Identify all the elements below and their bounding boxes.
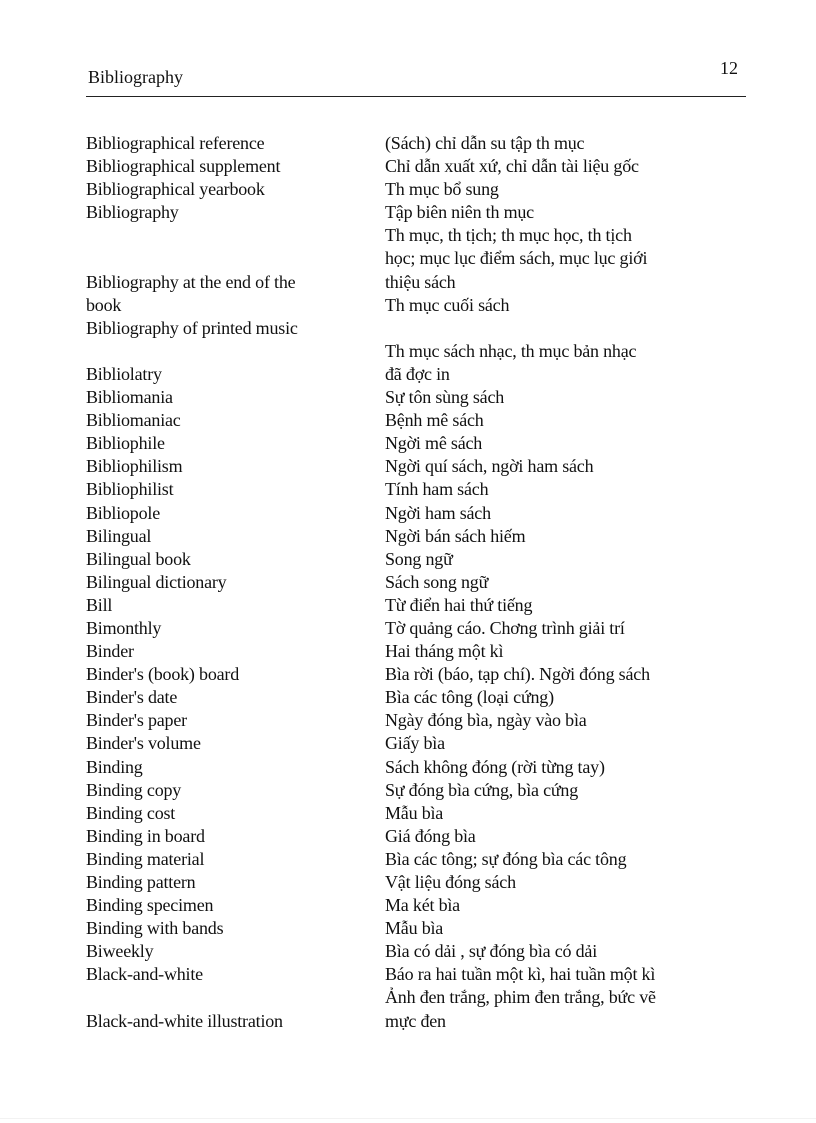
definition-text: Tờ quảng cáo. Chơng trình giải trí xyxy=(385,617,625,638)
definition-text: Tập biên niên th mục xyxy=(385,202,534,223)
definition-text: Giá đóng bìa xyxy=(385,825,476,846)
definition-text: Vật liệu đóng sách xyxy=(385,872,516,892)
glossary-row xyxy=(86,917,756,940)
page-bottom-edge xyxy=(0,1118,816,1119)
glossary-row xyxy=(86,224,756,247)
term-text: Bibliographical reference xyxy=(86,133,265,153)
term-text: Bibliophile xyxy=(86,433,165,454)
glossary-row xyxy=(86,640,756,663)
term-text: Bibliographical supplement xyxy=(86,156,281,177)
term-text: Black-and-white illustration xyxy=(86,1010,283,1031)
definition-text: Ngời bán sách hiếm xyxy=(385,525,526,546)
definition-text: Sách song ngữ xyxy=(385,571,489,592)
term-text: Bibliographical yearbook xyxy=(86,179,265,200)
term-text: Bibliography xyxy=(86,202,179,223)
definition-text: Bệnh mê sách xyxy=(385,410,484,431)
definition-text: Bìa có dải , sự đóng bìa có dải xyxy=(385,941,598,962)
running-title: Bibliography xyxy=(88,67,183,87)
definition-text: Sự tôn sùng sách xyxy=(385,387,505,408)
definition-text: Tính ham sách xyxy=(385,479,489,500)
term-text xyxy=(86,247,385,270)
definition-text: Ngời quí sách, ngời ham sách xyxy=(385,456,594,477)
glossary-row xyxy=(86,848,756,871)
glossary-row xyxy=(86,571,756,594)
definition-text: Th mục bổ sung xyxy=(385,179,499,200)
term-text: Binder xyxy=(86,641,134,662)
term-text: Biweekly xyxy=(86,941,154,962)
definition-text: Mẫu bìa xyxy=(385,802,444,823)
definition-text: đã đợc in xyxy=(385,363,450,384)
glossary-row xyxy=(86,1010,756,1033)
glossary-row xyxy=(86,709,756,732)
definition-text: (Sách) chỉ dẫn su tập th mục xyxy=(385,133,585,153)
glossary-row xyxy=(86,247,756,270)
term-text: Binding material xyxy=(86,848,205,869)
term-text: Bibliography at the end of the xyxy=(86,271,296,292)
term-text: Binding copy xyxy=(86,779,182,800)
term-text: Bibliomania xyxy=(86,387,173,408)
glossary-row xyxy=(86,340,756,363)
definition-text: Th mục cuối sách xyxy=(385,294,510,315)
term-text: Bibliomaniac xyxy=(86,410,181,431)
term-text: Binding specimen xyxy=(86,895,214,916)
glossary-row xyxy=(86,548,756,571)
glossary-row xyxy=(86,594,756,617)
glossary-row xyxy=(86,478,756,501)
term-text: Binding xyxy=(86,756,143,777)
definition-text: Ngời mê sách xyxy=(385,433,483,454)
term-text: Bimonthly xyxy=(86,617,162,638)
glossary-row xyxy=(86,178,756,201)
term-text: Bilingual dictionary xyxy=(86,571,227,592)
page-header xyxy=(86,58,746,97)
glossary-row xyxy=(86,963,756,986)
glossary-row xyxy=(86,201,756,224)
term-text: Binding in board xyxy=(86,825,205,846)
definition-text: Th mục sách nhạc, th mục bản nhạc xyxy=(385,340,637,361)
definition-text: Hai tháng một kì xyxy=(385,641,504,662)
glossary-row xyxy=(86,617,756,640)
glossary-row xyxy=(86,894,756,917)
glossary-row xyxy=(86,663,756,686)
term-text: Bibliophilism xyxy=(86,456,183,477)
definition-text: Ngời ham sách xyxy=(385,502,491,523)
definition-text xyxy=(385,317,756,340)
term-text: Bilingual book xyxy=(86,548,191,569)
glossary-row xyxy=(86,363,756,386)
glossary-row xyxy=(86,455,756,478)
glossary-row xyxy=(86,409,756,432)
definition-text: Ngày đóng bìa, ngày vào bìa xyxy=(385,710,587,731)
definition-text: Bìa các tông (loại cứng) xyxy=(385,687,554,708)
term-text: Binder's (book) board xyxy=(86,664,240,685)
glossary-row xyxy=(86,271,756,294)
glossary-row xyxy=(86,732,756,755)
term-text xyxy=(86,340,385,363)
glossary-row xyxy=(86,802,756,825)
definition-text: Th mục, th tịch; th mục học, th tịch xyxy=(385,225,632,246)
term-text: Black-and-white xyxy=(86,964,203,985)
term-text: Bilingual xyxy=(86,525,152,546)
definition-text: Ảnh đen trắng, phim đen trắng, bức vẽ xyxy=(385,987,656,1008)
definition-text: học; mục lục điểm sách, mục lục giới xyxy=(385,248,648,269)
term-text: Binding with bands xyxy=(86,918,224,939)
term-text: Binding pattern xyxy=(86,872,196,892)
definition-text: Từ điển hai thứ tiếng xyxy=(385,594,533,615)
term-text: Bibliography of printed music xyxy=(86,317,298,338)
glossary-row xyxy=(86,825,756,848)
definition-text: thiệu sách xyxy=(385,271,456,292)
glossary-row xyxy=(86,386,756,409)
term-text: Bill xyxy=(86,594,113,615)
definition-text: Bìa các tông; sự đóng bìa các tông xyxy=(385,848,627,869)
term-text: Binding cost xyxy=(86,802,176,823)
glossary-row xyxy=(86,294,756,317)
term-text xyxy=(86,986,385,1009)
glossary-row xyxy=(86,756,756,779)
definition-text: mực đen xyxy=(385,1010,446,1031)
definition-text: Mẫu bìa xyxy=(385,918,444,939)
glossary-row xyxy=(86,940,756,963)
glossary-row xyxy=(86,155,756,178)
glossary-row xyxy=(86,317,756,340)
term-text: Bibliophilist xyxy=(86,479,174,500)
term-text: Bibliolatry xyxy=(86,363,162,384)
glossary-row xyxy=(86,432,756,455)
term-text: Bibliopole xyxy=(86,502,160,523)
glossary-row xyxy=(86,686,756,709)
glossary-row xyxy=(86,525,756,548)
term-text: Binder's volume xyxy=(86,733,201,754)
term-text xyxy=(86,224,385,247)
term-text: book xyxy=(86,294,122,315)
definition-text: Song ngữ xyxy=(385,548,453,569)
glossary-row xyxy=(86,502,756,525)
glossary-entries xyxy=(86,132,756,1033)
page-number: 12 xyxy=(720,58,738,78)
definition-text: Bìa rời (báo, tạp chí). Ngời đóng sách xyxy=(385,664,650,685)
glossary-row xyxy=(86,779,756,802)
definition-text: Sự đóng bìa cứng, bìa cứng xyxy=(385,779,579,800)
term-text: Binder's paper xyxy=(86,710,187,731)
definition-text: Chỉ dẫn xuất xứ, chỉ dẫn tài liệu gốc xyxy=(385,156,639,177)
definition-text: Ma két bìa xyxy=(385,895,460,916)
glossary-row xyxy=(86,986,756,1009)
glossary-row xyxy=(86,871,756,894)
definition-text: Báo ra hai tuần một kì, hai tuần một kì xyxy=(385,964,656,985)
definition-text: Sách không đóng (rời từng tay) xyxy=(385,756,605,777)
glossary-row xyxy=(86,132,756,155)
definition-text: Giấy bìa xyxy=(385,733,445,754)
term-text: Binder's date xyxy=(86,687,178,708)
